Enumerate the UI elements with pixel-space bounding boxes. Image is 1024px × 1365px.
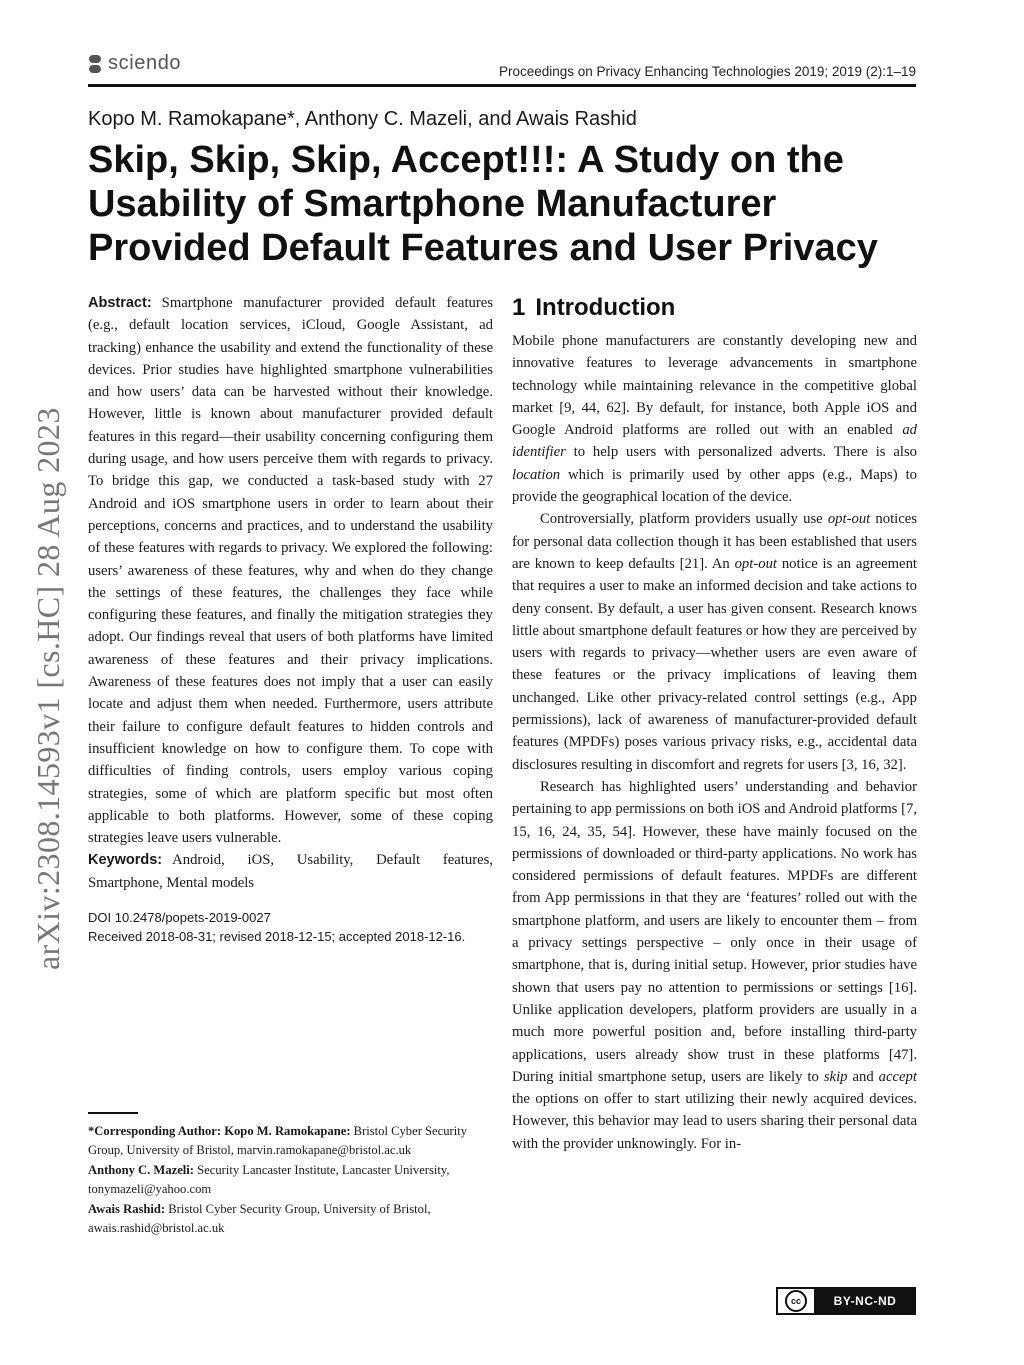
header-divider — [88, 84, 916, 87]
title-line: Usability of Smartphone Manufacturer — [88, 183, 777, 225]
author-footnotes — [88, 1112, 493, 1239]
footnote — [88, 1122, 493, 1160]
footnote-author: *Corresponding Author: Kopo M. Ramokapane: — [88, 1124, 351, 1138]
footnote — [88, 1200, 493, 1238]
journal-citation: Proceedings on Privacy Enhancing Technologies 2019; 2019 (2):1–19 — [498, 64, 916, 79]
creative-commons-icon: cc — [778, 1289, 816, 1313]
author-list: Kopo M. Ramokapane*, Anthony C. Mazeli, and Awais Rashid — [88, 108, 637, 130]
footnote-affiliation: Bristol Cyber Security Group, University of Bristol, marvin.ramokapane@bristol.ac.uk — [88, 1124, 468, 1157]
publisher-name: sciendo — [108, 52, 182, 74]
received-dates: Received 2018-08-31; revised 2018-12-15; accepted 2018-12-16. — [88, 929, 466, 945]
intro-paragraph: Research has highlighted users’ understanding and behavior pertaining to app permissions on both iOS and Android platforms [7, 15, 16, 24, 35, 54]. However, these have mainly focused on the permissions of downloaded or third-party applications. No work has considered permissions of default features. MPDFs are different from App permissions in that they are ‘features’ rolled out with the smartphone platform, and users are likely to encounter them – from a privacy settings perspective – only once in their usage of smartphone, that is, during initial setup. However, prior studies have shown that users pay no attention to permissions or settings [16]. Unlike application developers, platform providers are usually in a much more powerful position and, before installing third-party applications, users already show trust in these platforms [47]. During initial smartphone setup, users are likely to skip and accept the options on offer to start utilizing their newly acquired devices. However, this behavior may lead to users sharing their personal data with the provider unknowingly. For in- — [512, 778, 917, 1152]
abstract-text: Smartphone manufacturer provided default features (e.g., default location services, iCloud, Google Assistant, ad tracking) enhance the usability and extend the functionality of these devices. Prior studies have highlighted smartphone vulnerabilities and how users’ data can be harvested without their knowledge. However, little is known about manufacturer provided default features in this regard—their usability concerning configuring them during usage, and how users perceive them with regards to privacy. To bridge this gap, we conducted a task-based study with 27 Android and iOS smartphone users in order to learn about their perceptions, concerns and practices, and to understand the usability of these features with regards to privacy. We explored the following: users’ awareness of these features, why and when do they change the settings of these features, the challenges they face while configuring these features, and finally the mitigation strategies they adopt. Our findings reveal that users of both platforms have limited awareness of these features and their privacy implications. Awareness of these features does not imply that a user can easily locate and adjust them when needed. Furthermore, users attribute their failure to configure default features to hidden controls and insufficient knowledge on how to configure them. To cope with difficulties of finding controls, users employ various coping strategies, some of which are platform specific but most often applicable to both platforms. However, some of these coping strategies leave users vulnerable. — [88, 295, 493, 847]
intro-paragraph: Controversially, platform providers usually use opt-out notices for personal data collection though it has been established that users are known to keep defaults [21]. An opt-out notice is an agreement that requires a user to make an informed decision and take actions to deny consent. By default, a user has given consent. Research knows little about smartphone default features or how they are perceived by users with regards to privacy—whether users are even aware of these features or the privacy implications of leaving them unchanged. Like other privacy-related control settings (e.g., App permissions), lack of awareness of manufacturer-provided default features (MPDFs) poses various privacy risks, e.g., accidental data disclosures resulting in discomfort and regrets for users [3, 16, 32]. — [512, 511, 917, 773]
title-line: Provided Default Features and User Privacy — [88, 227, 878, 269]
footnote-divider — [88, 1112, 138, 1114]
keywords-text: Android, iOS, Usability, Default features, Smartphone, Mental models — [88, 852, 493, 891]
section-title: Introduction — [535, 294, 676, 321]
keywords-label: Keywords: — [88, 852, 163, 869]
paper-title — [88, 138, 918, 270]
footnote-author: Anthony C. Mazeli: — [88, 1163, 194, 1177]
intro-paragraph: Mobile phone manufacturers are constantly developing new and innovative features to leverage advancements in smartphone technology while maintaining relevance in the competitive global market [9, 44, 62]. By default, for instance, both Apple iOS and Google Android platforms are rolled out with an enabled ad identifier to help users with personalized adverts. There is also location which is primarily used by other apps (e.g., Maps) to provide the geographical location of the device. — [512, 333, 917, 506]
license-badge[interactable] — [776, 1287, 916, 1315]
keywords — [88, 849, 493, 894]
abstract — [88, 292, 493, 849]
license-label: BY-NC-ND — [816, 1289, 914, 1313]
footnote-author: Awais Rashid: — [88, 1202, 166, 1216]
section-heading — [512, 294, 917, 322]
section-number: 1 — [512, 294, 526, 321]
abstract-label: Abstract: — [88, 295, 152, 311]
right-column — [512, 292, 917, 1155]
footnote-affiliation: Security Lancaster Institute, Lancaster University, tonymazeli@yahoo.com — [88, 1163, 450, 1196]
sciendo-logo-icon — [88, 53, 102, 75]
title-line: Skip, Skip, Skip, Accept!!!: A Study on the — [88, 139, 844, 181]
publication-info — [88, 908, 493, 946]
publisher-logo — [88, 52, 181, 75]
left-column — [88, 292, 493, 946]
doi: DOI 10.2478/popets-2019-0027 — [88, 910, 271, 926]
arxiv-identifier: arXiv:2308.14593v1 [cs.HC] 28 Aug 2023 — [30, 407, 66, 970]
footnote — [88, 1161, 493, 1199]
footnote-affiliation: Bristol Cyber Security Group, University of Bristol, awais.rashid@bristol.ac.uk — [88, 1202, 431, 1235]
